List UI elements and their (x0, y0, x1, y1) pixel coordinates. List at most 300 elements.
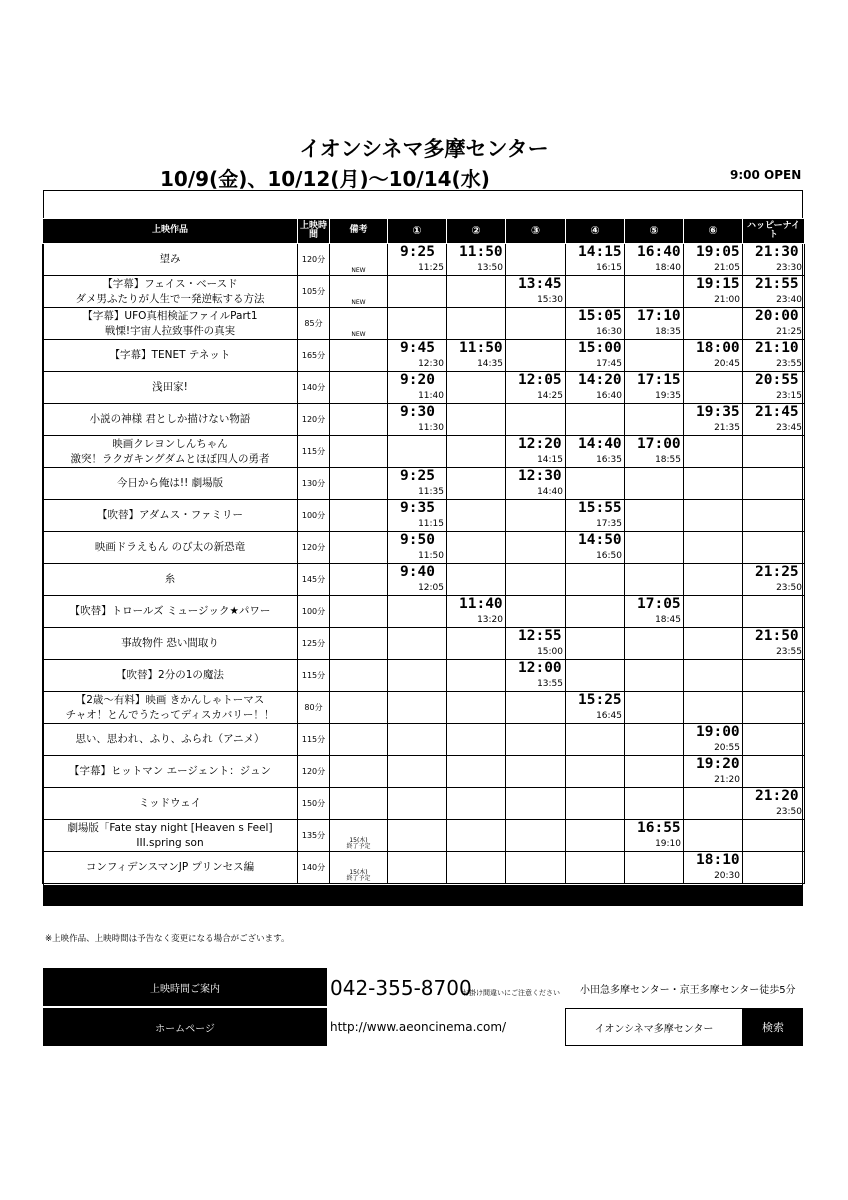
showtime-cell (684, 596, 743, 628)
table-row (43, 564, 805, 596)
showtime-cell[interactable] (506, 372, 566, 404)
showtime-start: 19:20 (696, 756, 740, 772)
showtime-cell (566, 276, 625, 308)
col-header-title: 上映作品 (43, 219, 298, 244)
movie-title-line: 【吹替】2分の1の魔法 (116, 669, 224, 682)
movie-duration: 105分 (298, 276, 330, 308)
movie-note (330, 404, 388, 436)
page-title: イオンシネマ多摩センター (299, 137, 549, 161)
showtime-cell (447, 468, 506, 500)
homepage-link[interactable]: http://www.aeoncinema.com/ (330, 1020, 507, 1034)
showtime-cell[interactable] (743, 404, 805, 436)
movie-note: NEW (330, 308, 388, 340)
showtime-start: 14:20 (578, 372, 622, 388)
showtime-end: 23:50 (776, 583, 802, 593)
showtime-cell[interactable] (625, 308, 684, 340)
movie-title-line: 【字幕】フェイス・ベースド (102, 278, 238, 291)
movie-duration: 120分 (298, 404, 330, 436)
showtime-end: 23:55 (776, 647, 802, 657)
showtime-cell (447, 564, 506, 596)
showtime-cell[interactable] (684, 276, 743, 308)
showtime-end: 11:25 (418, 263, 444, 273)
date-range: 10/9(金)、10/12(月)〜10/14(水) (160, 167, 490, 191)
access-info: 小田急多摩センター・京王多摩センター徒歩5分 (580, 985, 796, 996)
showtime-start: 15:25 (578, 692, 622, 708)
showtime-cell (625, 724, 684, 756)
movie-note (330, 596, 388, 628)
showtime-cell[interactable] (566, 308, 625, 340)
showtime-cell[interactable] (743, 628, 805, 660)
showtime-cell[interactable] (684, 404, 743, 436)
movie-duration: 120分 (298, 532, 330, 564)
col-header-note: 備考 (330, 219, 388, 244)
movie-title-line: 【2歳〜有料】映画 きかんしゃトーマス (75, 694, 265, 707)
movie-title (43, 660, 298, 692)
table-row (43, 596, 805, 628)
showtime-cell (625, 340, 684, 372)
showtime-cell (625, 628, 684, 660)
table-row (43, 436, 805, 468)
showtime-end: 13:50 (477, 263, 503, 273)
showtime-start: 9:40 (400, 564, 435, 580)
showtime-cell (388, 436, 447, 468)
showtime-start: 9:35 (400, 500, 435, 516)
showtime-end: 14:40 (537, 487, 563, 497)
showtime-cell (506, 308, 566, 340)
showtime-end: 23:30 (776, 263, 802, 273)
showtime-cell (566, 820, 625, 852)
showtime-cell (388, 660, 447, 692)
showtime-cell[interactable] (506, 468, 566, 500)
movie-title-line: 【字幕】ヒットマン エージェント：ジュン (69, 765, 271, 778)
showtime-end: 23:50 (776, 807, 802, 817)
showtime-start: 9:20 (400, 372, 435, 388)
movie-note: NEW (330, 244, 388, 276)
showtime-start: 21:55 (755, 276, 799, 292)
table-row (43, 276, 805, 308)
showtime-end: 21:20 (714, 775, 740, 785)
phone-number[interactable]: 042-355-8700 (330, 976, 472, 1000)
movie-duration: 100分 (298, 596, 330, 628)
showtime-end: 21:35 (714, 423, 740, 433)
movie-duration: 145分 (298, 564, 330, 596)
showtime-start: 21:20 (755, 788, 799, 804)
col-header-screen-6: ⑥ (684, 219, 743, 244)
showtime-start: 21:10 (755, 340, 799, 356)
showtime-end: 14:35 (477, 359, 503, 369)
showtime-cell[interactable] (743, 244, 805, 276)
showtime-cell (743, 724, 805, 756)
showtime-start: 21:50 (755, 628, 799, 644)
movie-note (330, 788, 388, 820)
showtime-start: 17:00 (637, 436, 681, 452)
showtime-cell (447, 500, 506, 532)
showtime-cell (506, 404, 566, 436)
movie-title (43, 788, 298, 820)
movie-duration: 115分 (298, 436, 330, 468)
showtime-end: 21:00 (714, 295, 740, 305)
showtime-cell (684, 500, 743, 532)
showtime-cell[interactable] (625, 244, 684, 276)
showtime-cell[interactable] (388, 404, 447, 436)
showtime-cell (506, 820, 566, 852)
showtime-start: 9:25 (400, 468, 435, 484)
showtime-cell (447, 852, 506, 884)
showtime-cell (625, 532, 684, 564)
showtime-cell (684, 564, 743, 596)
showtime-cell[interactable] (566, 244, 625, 276)
showtime-cell[interactable] (447, 596, 506, 628)
showtime-start: 20:00 (755, 308, 799, 324)
showtime-end: 21:05 (714, 263, 740, 273)
showtime-cell (684, 532, 743, 564)
showtime-cell[interactable] (388, 244, 447, 276)
search-input[interactable]: イオンシネマ多摩センター (565, 1008, 743, 1046)
showtime-cell[interactable] (388, 564, 447, 596)
movie-title (43, 532, 298, 564)
col-header-screen-3: ③ (506, 219, 566, 244)
showtime-end: 11:40 (418, 391, 444, 401)
table-row (43, 820, 805, 852)
showtime-cell[interactable] (743, 788, 805, 820)
showtime-cell[interactable] (566, 372, 625, 404)
showtime-cell (388, 756, 447, 788)
showtime-end: 11:35 (418, 487, 444, 497)
showtime-cell[interactable] (625, 372, 684, 404)
movie-title-line: III.spring son (136, 836, 204, 849)
footnote: ※上映作品、上映時間は予告なく変更になる場合がございます。 (45, 934, 290, 944)
movie-note: 15(木) 終了予定 (330, 820, 388, 852)
movie-note (330, 468, 388, 500)
showtime-cell (625, 852, 684, 884)
movie-duration: 100分 (298, 500, 330, 532)
showtime-cell (684, 308, 743, 340)
movie-title-line: 事故物件 恐い間取り (121, 637, 219, 650)
movie-title (43, 308, 298, 340)
showtime-cell[interactable] (684, 724, 743, 756)
showtime-start: 18:00 (696, 340, 740, 356)
showtime-cell[interactable] (743, 340, 805, 372)
showtime-cell (506, 724, 566, 756)
showtime-cell (625, 468, 684, 500)
showtime-cell (625, 500, 684, 532)
showtime-cell (388, 852, 447, 884)
showtime-cell[interactable] (743, 276, 805, 308)
table-row (43, 372, 805, 404)
schedule-info-label: 上映時間ご案内 (43, 968, 327, 1006)
movie-duration: 120分 (298, 756, 330, 788)
movie-title-line: チャオ！とんでうたってディスカバリー！！ (65, 708, 275, 721)
showtime-start: 21:30 (755, 244, 799, 260)
showtime-cell[interactable] (506, 276, 566, 308)
showtime-cell (743, 852, 805, 884)
movie-title (43, 724, 298, 756)
showtime-cell (684, 660, 743, 692)
movie-title-line: 望み (159, 253, 181, 266)
showtime-cell (447, 308, 506, 340)
showtime-cell[interactable] (388, 468, 447, 500)
movie-title-line: 映画クレヨンしんちゃん (112, 438, 228, 451)
movie-title (43, 628, 298, 660)
showtime-cell[interactable] (743, 372, 805, 404)
showtime-cell (625, 692, 684, 724)
showtime-start: 12:05 (518, 372, 562, 388)
showtime-cell[interactable] (566, 436, 625, 468)
showtime-end: 12:05 (418, 583, 444, 593)
movie-duration: 125分 (298, 628, 330, 660)
movie-title-line: 激突！ラクガキングダムとほぼ四人の勇者 (70, 452, 270, 465)
movie-duration: 140分 (298, 852, 330, 884)
showtime-start: 15:05 (578, 308, 622, 324)
showtime-cell (506, 756, 566, 788)
showtime-start: 11:50 (459, 244, 503, 260)
showtime-cell (743, 756, 805, 788)
table-row (43, 628, 805, 660)
movie-note (330, 692, 388, 724)
movie-note (330, 628, 388, 660)
showtime-cell (447, 756, 506, 788)
showtime-cell (506, 596, 566, 628)
movie-title (43, 852, 298, 884)
showtime-cell (566, 404, 625, 436)
showtime-end: 23:15 (776, 391, 802, 401)
showtime-end: 13:55 (537, 679, 563, 689)
showtime-cell (388, 724, 447, 756)
showtime-cell[interactable] (566, 340, 625, 372)
showtime-cell (743, 660, 805, 692)
showtime-cell[interactable] (743, 308, 805, 340)
movie-title (43, 340, 298, 372)
movie-duration: 115分 (298, 724, 330, 756)
showtime-start: 11:50 (459, 340, 503, 356)
movie-title-line: 映画ドラえもん のび太の新恐竜 (94, 541, 246, 554)
showtime-cell[interactable] (506, 628, 566, 660)
showtime-cell (684, 436, 743, 468)
open-time: 9:00 OPEN (730, 168, 802, 182)
table-row (43, 756, 805, 788)
showtime-end: 23:55 (776, 359, 802, 369)
showtime-cell (743, 820, 805, 852)
showtime-cell[interactable] (506, 436, 566, 468)
movie-title (43, 820, 298, 852)
showtime-cell (684, 628, 743, 660)
showtime-end: 23:45 (776, 423, 802, 433)
showtime-cell[interactable] (506, 660, 566, 692)
showtime-start: 13:45 (518, 276, 562, 292)
showtime-cell[interactable] (625, 820, 684, 852)
movie-duration: 85分 (298, 308, 330, 340)
showtime-cell (388, 820, 447, 852)
showtime-cell (566, 788, 625, 820)
showtime-end: 16:50 (596, 551, 622, 561)
movie-title (43, 756, 298, 788)
showtime-end: 20:30 (714, 871, 740, 881)
showtime-end: 12:30 (418, 359, 444, 369)
showtime-cell (625, 404, 684, 436)
showtime-start: 21:45 (755, 404, 799, 420)
movie-title-line: ミッドウェイ (138, 797, 202, 810)
showtime-cell (506, 500, 566, 532)
showtime-cell[interactable] (566, 692, 625, 724)
movie-title (43, 596, 298, 628)
showtime-start: 14:50 (578, 532, 622, 548)
showtime-end: 17:35 (596, 519, 622, 529)
showtime-cell (566, 596, 625, 628)
showtime-cell (566, 852, 625, 884)
schedule-bottom-bar (43, 885, 803, 906)
showtime-cell[interactable] (388, 532, 447, 564)
showtime-end: 11:30 (418, 423, 444, 433)
movie-title (43, 500, 298, 532)
showtime-cell (447, 788, 506, 820)
showtime-cell (743, 532, 805, 564)
showtime-cell[interactable] (447, 244, 506, 276)
search-button[interactable]: 検索 (743, 1008, 803, 1046)
table-row (43, 468, 805, 500)
movie-title-line: 小説の神様 君としか描けない物語 (89, 413, 251, 426)
showtime-end: 18:55 (655, 455, 681, 465)
movie-note (330, 660, 388, 692)
showtime-cell[interactable] (743, 564, 805, 596)
showtime-cell (388, 276, 447, 308)
movie-duration: 130分 (298, 468, 330, 500)
table-row (43, 244, 805, 276)
showtime-end: 16:45 (596, 711, 622, 721)
showtime-start: 16:40 (637, 244, 681, 260)
showtime-start: 12:20 (518, 436, 562, 452)
showtime-end: 21:25 (776, 327, 802, 337)
movie-title-line: 浅田家! (152, 381, 188, 394)
showtime-cell (506, 340, 566, 372)
showtime-cell (388, 628, 447, 660)
showtime-cell (566, 628, 625, 660)
showtime-cell (684, 692, 743, 724)
showtime-cell (447, 436, 506, 468)
showtime-start: 14:15 (578, 244, 622, 260)
showtime-cell (684, 788, 743, 820)
showtime-cell (684, 820, 743, 852)
showtime-start: 11:40 (459, 596, 503, 612)
showtime-start: 9:30 (400, 404, 435, 420)
showtime-start: 12:00 (518, 660, 562, 676)
showtime-start: 16:55 (637, 820, 681, 836)
showtime-end: 16:15 (596, 263, 622, 273)
showtime-cell (625, 564, 684, 596)
homepage-label: ホームページ (43, 1008, 327, 1046)
showtime-cell[interactable] (625, 436, 684, 468)
showtime-cell[interactable] (625, 596, 684, 628)
showtime-start: 17:15 (637, 372, 681, 388)
movie-note (330, 532, 388, 564)
movie-title-line: 今日から俺は!! 劇場版 (116, 477, 224, 490)
table-row (43, 724, 805, 756)
movie-title (43, 436, 298, 468)
showtime-cell (447, 692, 506, 724)
showtime-cell (566, 564, 625, 596)
showtime-cell[interactable] (684, 756, 743, 788)
showtime-start: 21:25 (755, 564, 799, 580)
movie-title (43, 372, 298, 404)
showtime-end: 19:35 (655, 391, 681, 401)
showtime-cell (506, 564, 566, 596)
table-row (43, 692, 805, 724)
showtime-cell[interactable] (566, 500, 625, 532)
showtime-cell[interactable] (388, 372, 447, 404)
table-row (43, 532, 805, 564)
movie-duration: 150分 (298, 788, 330, 820)
showtime-cell[interactable] (388, 500, 447, 532)
showtime-cell (388, 596, 447, 628)
showtime-end: 16:40 (596, 391, 622, 401)
showtime-cell (506, 244, 566, 276)
showtime-cell (447, 372, 506, 404)
movie-duration: 165分 (298, 340, 330, 372)
showtime-cell (447, 724, 506, 756)
showtime-cell (566, 724, 625, 756)
showtime-cell[interactable] (684, 340, 743, 372)
showtime-start: 9:50 (400, 532, 435, 548)
showtime-cell (625, 756, 684, 788)
showtime-end: 15:30 (537, 295, 563, 305)
showtime-cell[interactable] (388, 340, 447, 372)
showtime-cell[interactable] (566, 532, 625, 564)
showtime-start: 15:00 (578, 340, 622, 356)
showtime-cell (388, 788, 447, 820)
showtime-start: 19:05 (696, 244, 740, 260)
movie-title-line: 【字幕】UFO真相検証ファイルPart1 (82, 310, 258, 323)
movie-title-line: 【吹替】アダムス・ファミリー (96, 509, 244, 522)
movie-title-line: 戦慄!宇宙人拉致事件の真実 (104, 324, 236, 337)
schedule-header-row (43, 219, 805, 244)
table-row (43, 404, 805, 436)
showtime-start: 20:55 (755, 372, 799, 388)
showtime-end: 13:20 (477, 615, 503, 625)
showtime-cell (684, 372, 743, 404)
showtime-end: 18:35 (655, 327, 681, 337)
showtime-cell (506, 692, 566, 724)
showtime-cell (447, 820, 506, 852)
movie-note (330, 724, 388, 756)
showtime-end: 18:40 (655, 263, 681, 273)
showtime-cell (743, 692, 805, 724)
showtime-cell (447, 660, 506, 692)
movie-title-line: ダメ男ふたりが人生で一発逆転する方法 (75, 292, 265, 305)
movie-title-line: 糸 (164, 573, 176, 586)
movie-duration: 115分 (298, 660, 330, 692)
table-row (43, 852, 805, 884)
showtime-cell[interactable] (684, 244, 743, 276)
showtime-cell[interactable] (447, 340, 506, 372)
showtime-end: 20:55 (714, 743, 740, 753)
showtime-end: 17:45 (596, 359, 622, 369)
table-row (43, 788, 805, 820)
showtime-end: 19:10 (655, 839, 681, 849)
table-row (43, 340, 805, 372)
showtime-cell (506, 852, 566, 884)
movie-note (330, 340, 388, 372)
showtime-start: 12:55 (518, 628, 562, 644)
showtime-cell (447, 276, 506, 308)
showtime-start: 12:30 (518, 468, 562, 484)
movie-duration: 140分 (298, 372, 330, 404)
showtime-end: 14:15 (537, 455, 563, 465)
movie-title (43, 404, 298, 436)
col-header-screen-4: ④ (566, 219, 625, 244)
showtime-cell[interactable] (684, 852, 743, 884)
table-row (43, 660, 805, 692)
showtime-cell (388, 692, 447, 724)
showtime-end: 11:15 (418, 519, 444, 529)
